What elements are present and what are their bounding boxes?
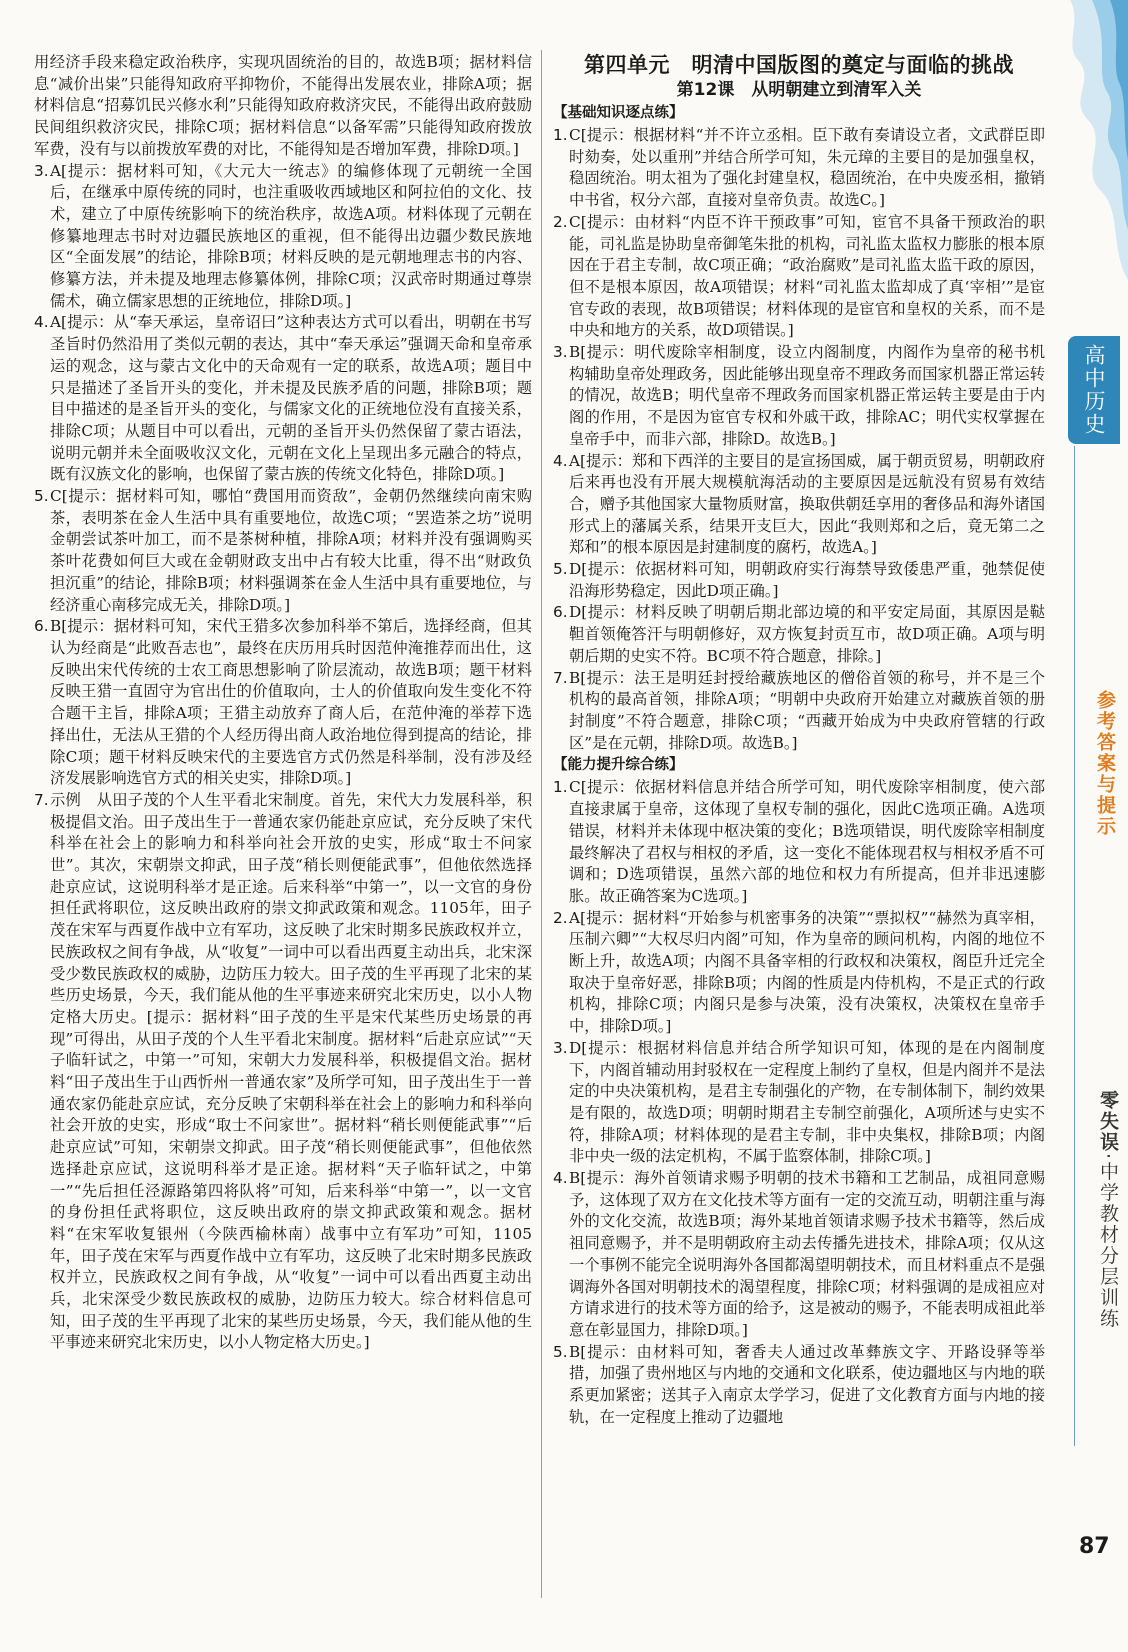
left-column: [34, 52, 532, 1354]
answer-number: 4.: [553, 451, 568, 470]
answer-number: 4.: [553, 1169, 568, 1188]
answer-number: 7.: [553, 668, 568, 687]
answer-text: A[提示：郑和下西洋的主要目的是宣扬国威，属于朝贡贸易，明朝政府后来再也没有开展大规模航海活动的主要原因是远航没有贸易有效结合，赠予其他国家大量物质财富，换取供朝廷享用的奢侈品和海外诸国形式上的藩属关系，结果开支巨大，因此“我则郑和之后，竟无第二之郑和”的根本原因是封建制度的腐朽，故选A。]: [569, 451, 1045, 557]
lesson-title: 第12课 从明朝建立到清军入关: [676, 80, 922, 100]
brand-name: 零失误: [1097, 1090, 1119, 1153]
answer-number: 6.: [553, 603, 568, 622]
answer-item-5: [34, 486, 532, 616]
answer-text: C[提示：依据材料信息并结合所学可知，明代废除宰相制度，使六部直接隶属于皇帝，这体现了皇权专制的强化，因此C选项正确。A选项错误，材料并未体现中枢决策的变化；B选项错误，明代废除宰相制度最终解决了君权与相权的矛盾，这一变化不能体现君权与相权矛盾不可调和；D选项错误，虽然六部的地位和权力有所提高，但并非迅速膨胀。故正确答案为C选项。]: [569, 778, 1045, 905]
subject-tab: 高中历史: [1068, 336, 1120, 444]
answer-text: B[提示：海外首领请求赐予明朝的技术书籍和工艺制品，成祖同意赐予，这体现了双方在文化技术等方面有一定的交流互动，明朝注重与海外的文化交流，故选B项；海外某地首领请求赐予技术书籍等，然后成祖同意赐予，并不是明朝政府主动去传播先进技术，排除A项；仅从这一个事例不能完全说明海外各国都渴望明朝技术，而且材料重点不是强调海外各国对明朝技术的渴望程度，排除C项；材料强调的是成祖应对方请求进行的技术等方面的给予，这是被动的赐予，不能表明成祖此举意在彰显国力，排除D项。]: [569, 1169, 1045, 1339]
answer-text: A[提示：据材料“开始参与机密事务的决策”“票拟权”“赫然为真宰相，压制六卿”“大权尽归内阁”可知，作为皇帝的顾问机构，内阁的地位不断上升，故选A项；内阁不具备宰相的行政权和决策权，阁臣升迁完全取决于皇帝好恶，排除B项；内阁的性质是内侍机构，不是正式的行政机构，排除C项；内阁只是参与决策，没有决策权，决策权在皇帝手中，排除D项。]: [569, 908, 1045, 1036]
answer-text: D[提示：依据材料可知，明朝政府实行海禁导致倭患严重，弛禁促使沿海形势稳定，因此D项正确。]: [569, 560, 1045, 600]
brand-subtitle: ·中学教材分层训练: [1097, 1153, 1119, 1330]
basic-item-7: [553, 668, 1045, 755]
answer-text: D[提示：材料反映了明朝后期北部边境的和平安定局面，其原因是鞑靼首领俺答汗与明朝修好，双方恢复封贡互市，故D项正确。A项与明朝后期的史实不符。BC项不符合题意，排除。]: [569, 603, 1045, 665]
basic-item-3: [553, 342, 1045, 451]
answer-text: B[提示：明代废除宰相制度，设立内阁制度，内阁作为皇帝的秘书机构辅助皇帝处理政务，因此能够出现皇帝不理政务而国家机器正常运转的情况，故选B；明代皇帝不理政务而国家机器正常运转主要是由于内阁的作用，不是因为宦官专权和外戚干政，排除AC；明代实权掌握在皇帝手中，而非六部，排除D。故选B。]: [569, 343, 1045, 448]
section-heading-basic: 【基础知识逐点练】: [553, 105, 684, 121]
ability-item-2: [553, 908, 1045, 1038]
basic-item-4: [553, 451, 1045, 560]
ability-item-3: [553, 1038, 1045, 1168]
answer-text: C[提示：由材料“内臣不许干预政事”可知，宦官不具备干预政治的职能，司礼监是协助皇帝御笔朱批的机构，司礼监太监权力膨胀的根本原因在于君主专制，故C项正确；“政治腐败”是司礼监太监干政的原因，但不是根本原因，故A项错误；材料“司礼监太监却成了真‘宰相’”是宦官专政的表现，故B项错误；材料体现的是宦官和皇权的关系，而不是中央和地方的关系，故D项错误。]: [569, 212, 1045, 340]
answer-item-3: [34, 161, 532, 313]
answer-number: 2.: [553, 908, 568, 927]
answer-number: 5.: [553, 560, 568, 579]
answer-continuation: 用经济手段来稳定政治秩序，实现巩固统治的目的，故选B项；据材料信息“减价出粜”只能得知政府平抑物价，不能得出发展农业，排除A项；据材料信息“招募饥民兴修水利”只能得知政府救济灾民，不能得出政府鼓励民间组织救济灾民，排除C项；据材料信息“以备军需”只能得知政府拨放军费，没有与以前拨放军费的对比，不能得知是否增加军费，排除D项。]: [34, 53, 532, 158]
answer-number: 1.: [553, 126, 568, 144]
brand-label: [1078, 1090, 1122, 1329]
answer-text: B[提示：据材料可知，宋代王猎多次参加科举不第后，选择经商，但其认为经商是“此败吾志也”，最终在庆历用兵时因范仲淹推荐而出仕，这反映出宋代传统的士农工商思想影响了阶层流动，故选B项；题干材料反映王猎一直固守为官出仕的价值取向，士人的价值取向发生变化不符合题干主旨，排除A项；王猎主动放弃了商人后，在范仲淹的举荐下选择出仕，无法从王猎的个人经历得出商人政治地位得到提高的结论，排除C项；题干材料反映宋代的主要选官方式仍然是科举制，没有涉及经济发展影响选官方式的相关史实，排除D项。]: [50, 617, 532, 788]
answer-number: 4.: [34, 313, 49, 332]
basic-item-6: [553, 602, 1045, 667]
ability-item-4: [553, 1168, 1045, 1342]
answer-number: 5.: [553, 1342, 568, 1361]
answer-text: A[提示：据材料可知，《大元大一统志》的编修体现了元朝统一全国后，在继承中原传统的同时，也注重吸收西域地区和阿拉伯的文化、技术，建立了中原传统影响下的统治秩序，故选A项。材料体现了元朝在修纂地理志书时对边疆民族地区的重视，但不能得出边疆少数民族地区“全面发展”的结论，排除B项；材料反映的是元朝地理志书的内容、修纂方法，并未提及地理志修纂体例，排除C项；汉武帝时期通过尊崇儒术，确立儒家思想的正统地位，排除D项。]: [50, 161, 532, 310]
answer-text: B[提示：法王是明廷封授给藏族地区的僧俗首领的称号，并不是三个机构的最高首领，排除A项；“明朝中央政府开始建立对藏族首领的册封制度”不符合题意，排除C项；“西藏开始成为中央政府管辖的行政区”是在元朝，排除D项。故选B。]: [569, 668, 1045, 752]
section-heading-ability: 【能力提升综合练】: [553, 757, 684, 774]
answer-number: 7.: [34, 790, 49, 809]
answer-item-7: [34, 790, 532, 1354]
ability-item-5: [553, 1342, 1045, 1429]
answer-number: 3.: [34, 161, 49, 180]
answer-text: C[提示：根据材料“并不许立丞相。臣下敢有奏请设立者，文武群臣即时劾奏，处以重刑”并结合所学可知，朱元璋的主要目的是加强皇权，稳固统治。明太祖为了强化封建皇权，稳固统治，在中央废丞相，撤销中书省，权分六部，直接对皇帝负责。故选C。]: [569, 126, 1045, 210]
answer-item-4: [34, 312, 532, 486]
sidebar-rule: [1074, 446, 1075, 1446]
basic-item-1: [553, 125, 1045, 212]
answer-number: 6.: [34, 617, 49, 636]
section-label: 参考答案与提示: [1094, 690, 1116, 837]
answer-text: A[提示：从“奉天承运，皇帝诏曰”这种表达方式可以看出，明朝在书写圣旨时仍然沿用了类似元朝的表达，其中“奉天承运”强调天命和皇帝承运的观念，这与蒙古文化中的天命观有一定的联系，故选A项；题目中只是描述了圣旨开头的变化，并未提及民族矛盾的问题，排除B项；题目中描述的是圣旨开头的变化，与儒家文化的正统地位没有直接关系，排除C项；从题目中可以看出，元朝的圣旨开头仍然保留了蒙古语法，说明元朝并未全面吸收汉文化，元朝在文化上呈现出多元融合的特点，既有汉族文化的影响，也保留了蒙古族的传统文化特色，排除D项。]: [50, 313, 532, 484]
answer-text: 示例 从田子茂的个人生平看北宋制度。首先，宋代大力发展科举，积极提倡文治。田子茂出生于一普通农家仍能赴京应试，充分反映了宋代科举在社会上的影响力和科举向社会开放的史实，形成“取士不问家世”。其次，宋朝崇文抑武，田子茂“稍长则便能武事”，但他依然选择赴京应试，这说明科举才是正途。后来科举“中第一”，以一文官的身份担任武将职位，这反映出政府的崇文抑武政策和观念。1105年，田子茂在宋军与西夏作战中立有军功，这反映了北宋时期多民族政权并立，民族政权之间有争战，从“收复”一词中可以看出西夏主动出兵，北宋深受少数民族政权的威胁，边防压力较大。田子茂的生平再现了北宋的某些历史场景，今天，我们能从他的生平事迹来研究北宋历史，以小人物定格大历史。[提示：据材料“田子茂的生平是宋代某些历史场景的再现”可得出，从田子茂的个人生平看北宋制度。据材料“后赴京应试”“天子临轩试之，中第一”可知，宋朝大力发展科举，积极提倡文治。据材料“田子茂出生于山西忻州一普通农家”及所学可知，田子茂出生于一普通农家仍能赴京应试，充分反映了宋朝科举在社会上的影响力和科举向社会开放的史实，形成“取士不问家世”。据材料“稍长则便能武事”“后赴京应试”可知，宋朝崇文抑武。田子茂“稍长则便能武事”，但他依然选择赴京应试，这说明科举才是正途。据材料“天子临轩试之，中第一”“先后担任泾源路第四将队将”可知，后来科举“中第一”，以一文官的身份担任武将职位，这反映出政府的崇文抑武政策和观念。据材料“在宋军收复银州（今陕西榆林南）战事中立有军功”可知，1105年，田子茂在宋军与西夏作战中立有军功，这反映了北宋时期多民族政权并立，民族政权之间有争战，从“收复”一词中可以看出西夏主动出兵，北宋深受少数民族政权的威胁，边防压力较大。综合材料信息可知，田子茂的生平再现了北宋的某些历史场景，今天，我们能从他的生平事迹来研究北宋历史，以小人物定格大历史。]: [50, 790, 532, 1352]
answer-number: 5.: [34, 487, 49, 506]
basic-item-5: [553, 559, 1045, 602]
answer-number: 1.: [553, 778, 568, 797]
right-column: [553, 52, 1045, 1428]
answer-number: 3.: [553, 343, 568, 362]
answer-text: B[提示：由材料可知，奢香夫人通过改革彝族文字、开路设驿等举措，加强了贵州地区与内地的交通和文化联系，使边疆地区与内地的联系更加紧密；送其子入南京太学学习，促进了文化教育方面与内地的接轨，在一定程度上推动了边疆地: [569, 1342, 1045, 1426]
answer-number: 2.: [553, 212, 568, 231]
basic-item-2: [553, 212, 1045, 342]
answer-item-6: [34, 616, 532, 790]
column-divider: [541, 50, 542, 1598]
ability-item-1: [553, 777, 1045, 907]
answer-number: 3.: [553, 1038, 568, 1057]
unit-title: 第四单元 明清中国版图的奠定与面临的挑战: [584, 53, 1014, 77]
page-number: 87: [1079, 1534, 1110, 1559]
answer-text: C[提示：据材料可知，哪怕“费国用而资敌”，金朝仍然继续向南宋购茶，表明茶在金人生活中具有重要地位，故选C项；“罢造茶之坊”说明金朝尝试茶叶加工，而不是茶树种植，排除A项；材料并没有强调购买茶叶花费如何巨大或在金朝财政支出中占有较大比重，得不出“财政负担沉重”的结论，排除B项；材料强调茶在金人生活中具有重要地位，与经济重心南移完成无关，排除D项。]: [50, 487, 532, 614]
answer-text: D[提示：根据材料信息并结合所学知识可知，体现的是在内阁制度下，内阁首辅动用封驳权在一定程度上制约了皇权，但是内阁并不是法定的中央决策机构，是君主专制强化的产物，在专制体制下，制约效果是有限的，故选D项；明朝时期君主专制空前强化，A项所述与史实不符，排除A项；材料体现的是君主专制，非中央集权，排除B项；内阁非中央一级的法定机构，不属于监察体制，排除C项。]: [569, 1038, 1045, 1166]
